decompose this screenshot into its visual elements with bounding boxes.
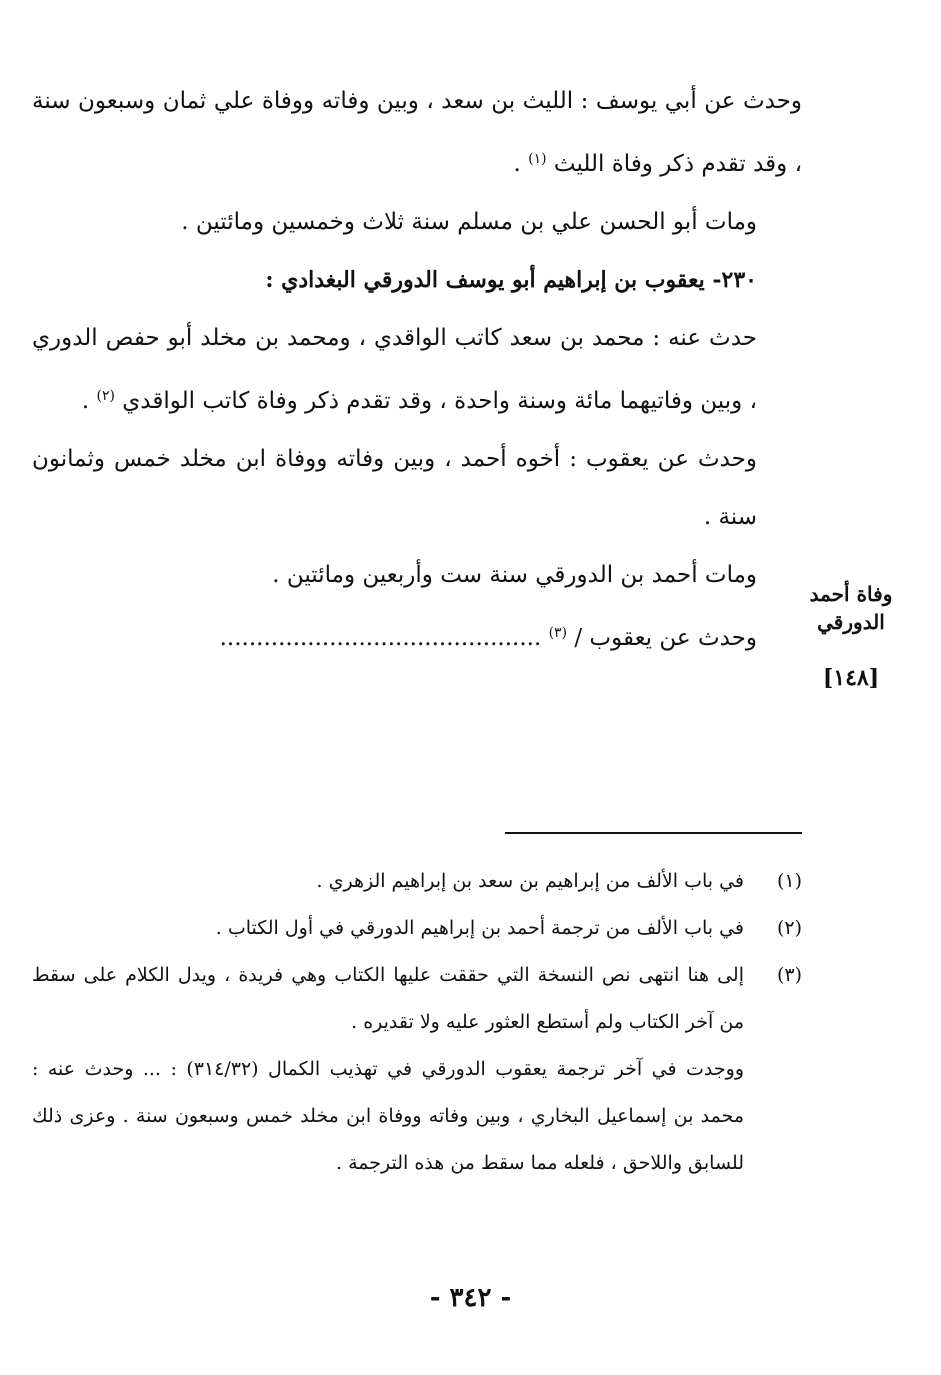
footnote-ref-1: (١) (528, 151, 547, 167)
footnote-2-number: (٢) (776, 917, 802, 939)
footnote-2 (32, 905, 802, 952)
footnote-ref-2: (٢) (96, 388, 115, 404)
margin-note-line-2: الدورقي (817, 610, 885, 634)
paragraph-1: وحدث عن أبي يوسف : الليث بن سعد ، وبين وفاته ووفاة علي ثمان وسبعون سنة ، وقد تقدم ذكر وفاة الليث $^{(١)}$ . (32, 88, 802, 177)
footnote-1-text: في باب الألف من إبراهيم بن سعد بن إبراهيم الزهري . (316, 870, 744, 892)
ellipsis-dots: ............................................ (219, 625, 542, 651)
margin-note (801, 580, 901, 636)
entry-heading: ٢٣٠- يعقوب بن إبراهيم أبو يوسف الدورقي البغدادي : (265, 267, 757, 293)
paragraph-4: وحدث عن يعقوب : أخوه أحمد ، وبين وفاته ووفاة ابن مخلد خمس وثمانون سنة . (32, 446, 757, 530)
footnote-3-continuation: ووجدت في آخر ترجمة يعقوب الدورقي في تهذيب الكمال (٣١٤/٣٢) : ... وحدث عنه : محمد بن إسماعيل البخاري ، وبين وفاته ووفاة ابن مخلد خمس وسبعون سنة . وعزى ذلك للسابق واللاحق ، فلعله مما سقط من هذه الترجمة . (32, 1058, 744, 1174)
manuscript-page-marker: [١٤٨] (822, 665, 880, 691)
main-text (32, 72, 802, 667)
footnote-3-number: (٣) (776, 964, 802, 986)
footnote-2-text: في باب الألف من ترجمة أحمد بن إبراهيم الدورقي في أول الكتاب . (215, 917, 744, 939)
footnote-3 (32, 952, 802, 1046)
footnote-1-number: (١) (776, 870, 802, 892)
footnote-1 (32, 858, 802, 905)
paragraph-6-text: وحدث عن يعقوب / (574, 625, 757, 651)
page-number: - ٣٤٢ - (429, 1283, 512, 1313)
paragraph-1-line-2: وسبعون سنة ، وقد تقدم ذكر وفاة الليث (32, 88, 802, 177)
paragraph-1-line-1: وحدث عن أبي يوسف : الليث بن سعد ، وبين وفاته ووفاة علي ثمان (162, 88, 802, 114)
paragraph-2: ومات أبو الحسن علي بن مسلم سنة ثلاث وخمسين ومائتين . (181, 209, 757, 235)
footnote-separator (505, 832, 802, 834)
paragraph-3: حدث عنه : محمد بن سعد كاتب الواقدي ، ومحمد بن مخلد أبو حفص الدوري ، وبين وفاتيهما مائة وسنة واحدة ، وقد تقدم ذكر وفاة كاتب الواقدي $^{(٢)}$ . (32, 325, 757, 414)
margin-note-line-1: وفاة أحمد (809, 582, 893, 606)
paragraph-3-text: حدث عنه : محمد بن سعد كاتب الواقدي ، ومحمد بن مخلد أبو حفص الدوري ، وبين وفاتيهما مائة وسنة واحدة ، وقد تقدم ذكر وفاة كاتب الواقدي (32, 325, 757, 414)
paragraph-6 (32, 604, 802, 667)
paragraph-5: ومات أحمد بن الدورقي سنة ست وأربعين ومائتين . (272, 562, 757, 588)
footnotes (32, 858, 802, 1187)
footnote-ref-3: (٣) (548, 625, 568, 641)
footnote-3-text: إلى هنا انتهى نص النسخة التي حققت عليها الكتاب وهي فريدة ، ويدل الكلام على سقط من آخر الكتاب ولم أستطع العثور عليه ولا تقديره . (32, 964, 744, 1033)
